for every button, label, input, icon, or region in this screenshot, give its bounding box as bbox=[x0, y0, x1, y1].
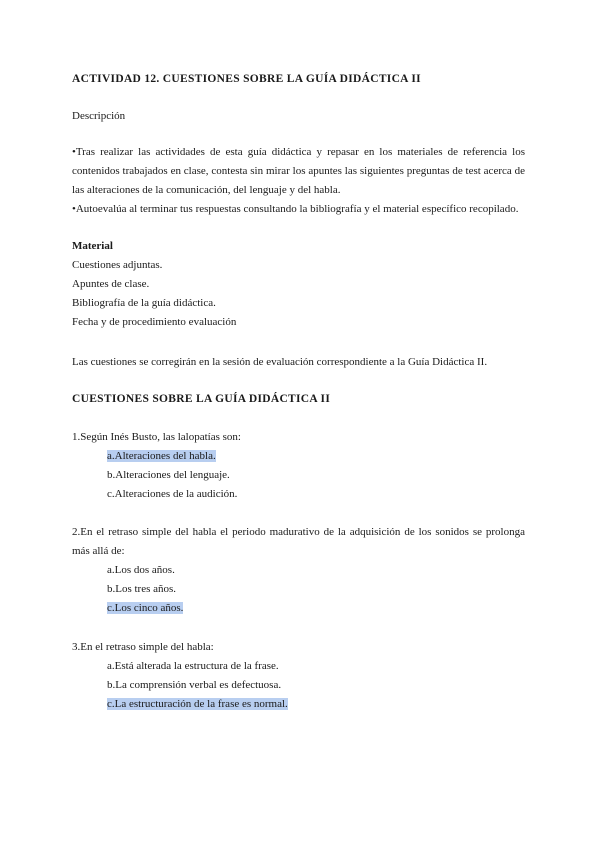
option-c[interactable]: c.Alteraciones de la audición. bbox=[107, 488, 238, 500]
question-3 bbox=[72, 638, 525, 714]
material-item: Fecha y de procedimiento evaluación bbox=[72, 316, 237, 328]
option-c-highlighted[interactable]: c.La estructuración de la frase es normal. bbox=[107, 698, 288, 710]
answer-options bbox=[72, 561, 525, 618]
answer-options bbox=[72, 657, 525, 714]
bullet-item: •Autoevalúa al terminar tus respuestas consultando la bibliografía y el material específico recopilado. bbox=[72, 203, 519, 215]
option-b[interactable]: b.La comprensión verbal es defectuosa. bbox=[107, 679, 282, 691]
question-text: 1.Según Inés Busto, las lalopatías son: bbox=[72, 431, 241, 443]
option-b[interactable]: b.Los tres años. bbox=[107, 583, 177, 595]
bullet-item: •Tras realizar las actividades de esta guía didáctica y repasar en los materiales de referencia los contenidos trabajados en clase, contesta sin mirar los apuntes las siguientes preguntas de test acerca de las alteraciones de la comunicación, del lenguaje y del habla. bbox=[72, 146, 525, 196]
description-bullets bbox=[72, 143, 525, 219]
activity-title: ACTIVIDAD 12. CUESTIONES SOBRE LA GUÍA DIDÁCTICA II bbox=[72, 73, 421, 85]
option-b[interactable]: b.Alteraciones del lenguaje. bbox=[107, 469, 230, 481]
option-a[interactable]: a.Está alterada la estructura de la frase. bbox=[107, 660, 279, 672]
question-1 bbox=[72, 428, 525, 504]
evaluation-note: Las cuestiones se corregirán en la sesión de evaluación correspondiente a la Guía Didáctica II. bbox=[72, 356, 488, 368]
option-a[interactable]: a.Los dos años. bbox=[107, 564, 175, 576]
material-heading: Material bbox=[72, 240, 113, 252]
description-heading: Descripción bbox=[72, 110, 126, 122]
question-2 bbox=[72, 523, 525, 618]
material-item: Cuestiones adjuntas. bbox=[72, 259, 163, 271]
material-item: Bibliografía de la guía didáctica. bbox=[72, 297, 216, 309]
section-title: CUESTIONES SOBRE LA GUÍA DIDÁCTICA II bbox=[72, 393, 331, 405]
question-text: 2.En el retraso simple del habla el periodo madurativo de la adquisición de los sonidos se prolonga más allá de: bbox=[72, 526, 525, 557]
question-text: 3.En el retraso simple del habla: bbox=[72, 641, 214, 653]
answer-options bbox=[72, 447, 525, 504]
material-item: Apuntes de clase. bbox=[72, 278, 150, 290]
option-c-highlighted[interactable]: c.Los cinco años. bbox=[107, 602, 184, 614]
material-section bbox=[72, 237, 236, 332]
option-a-highlighted[interactable]: a.Alteraciones del habla. bbox=[107, 450, 216, 462]
